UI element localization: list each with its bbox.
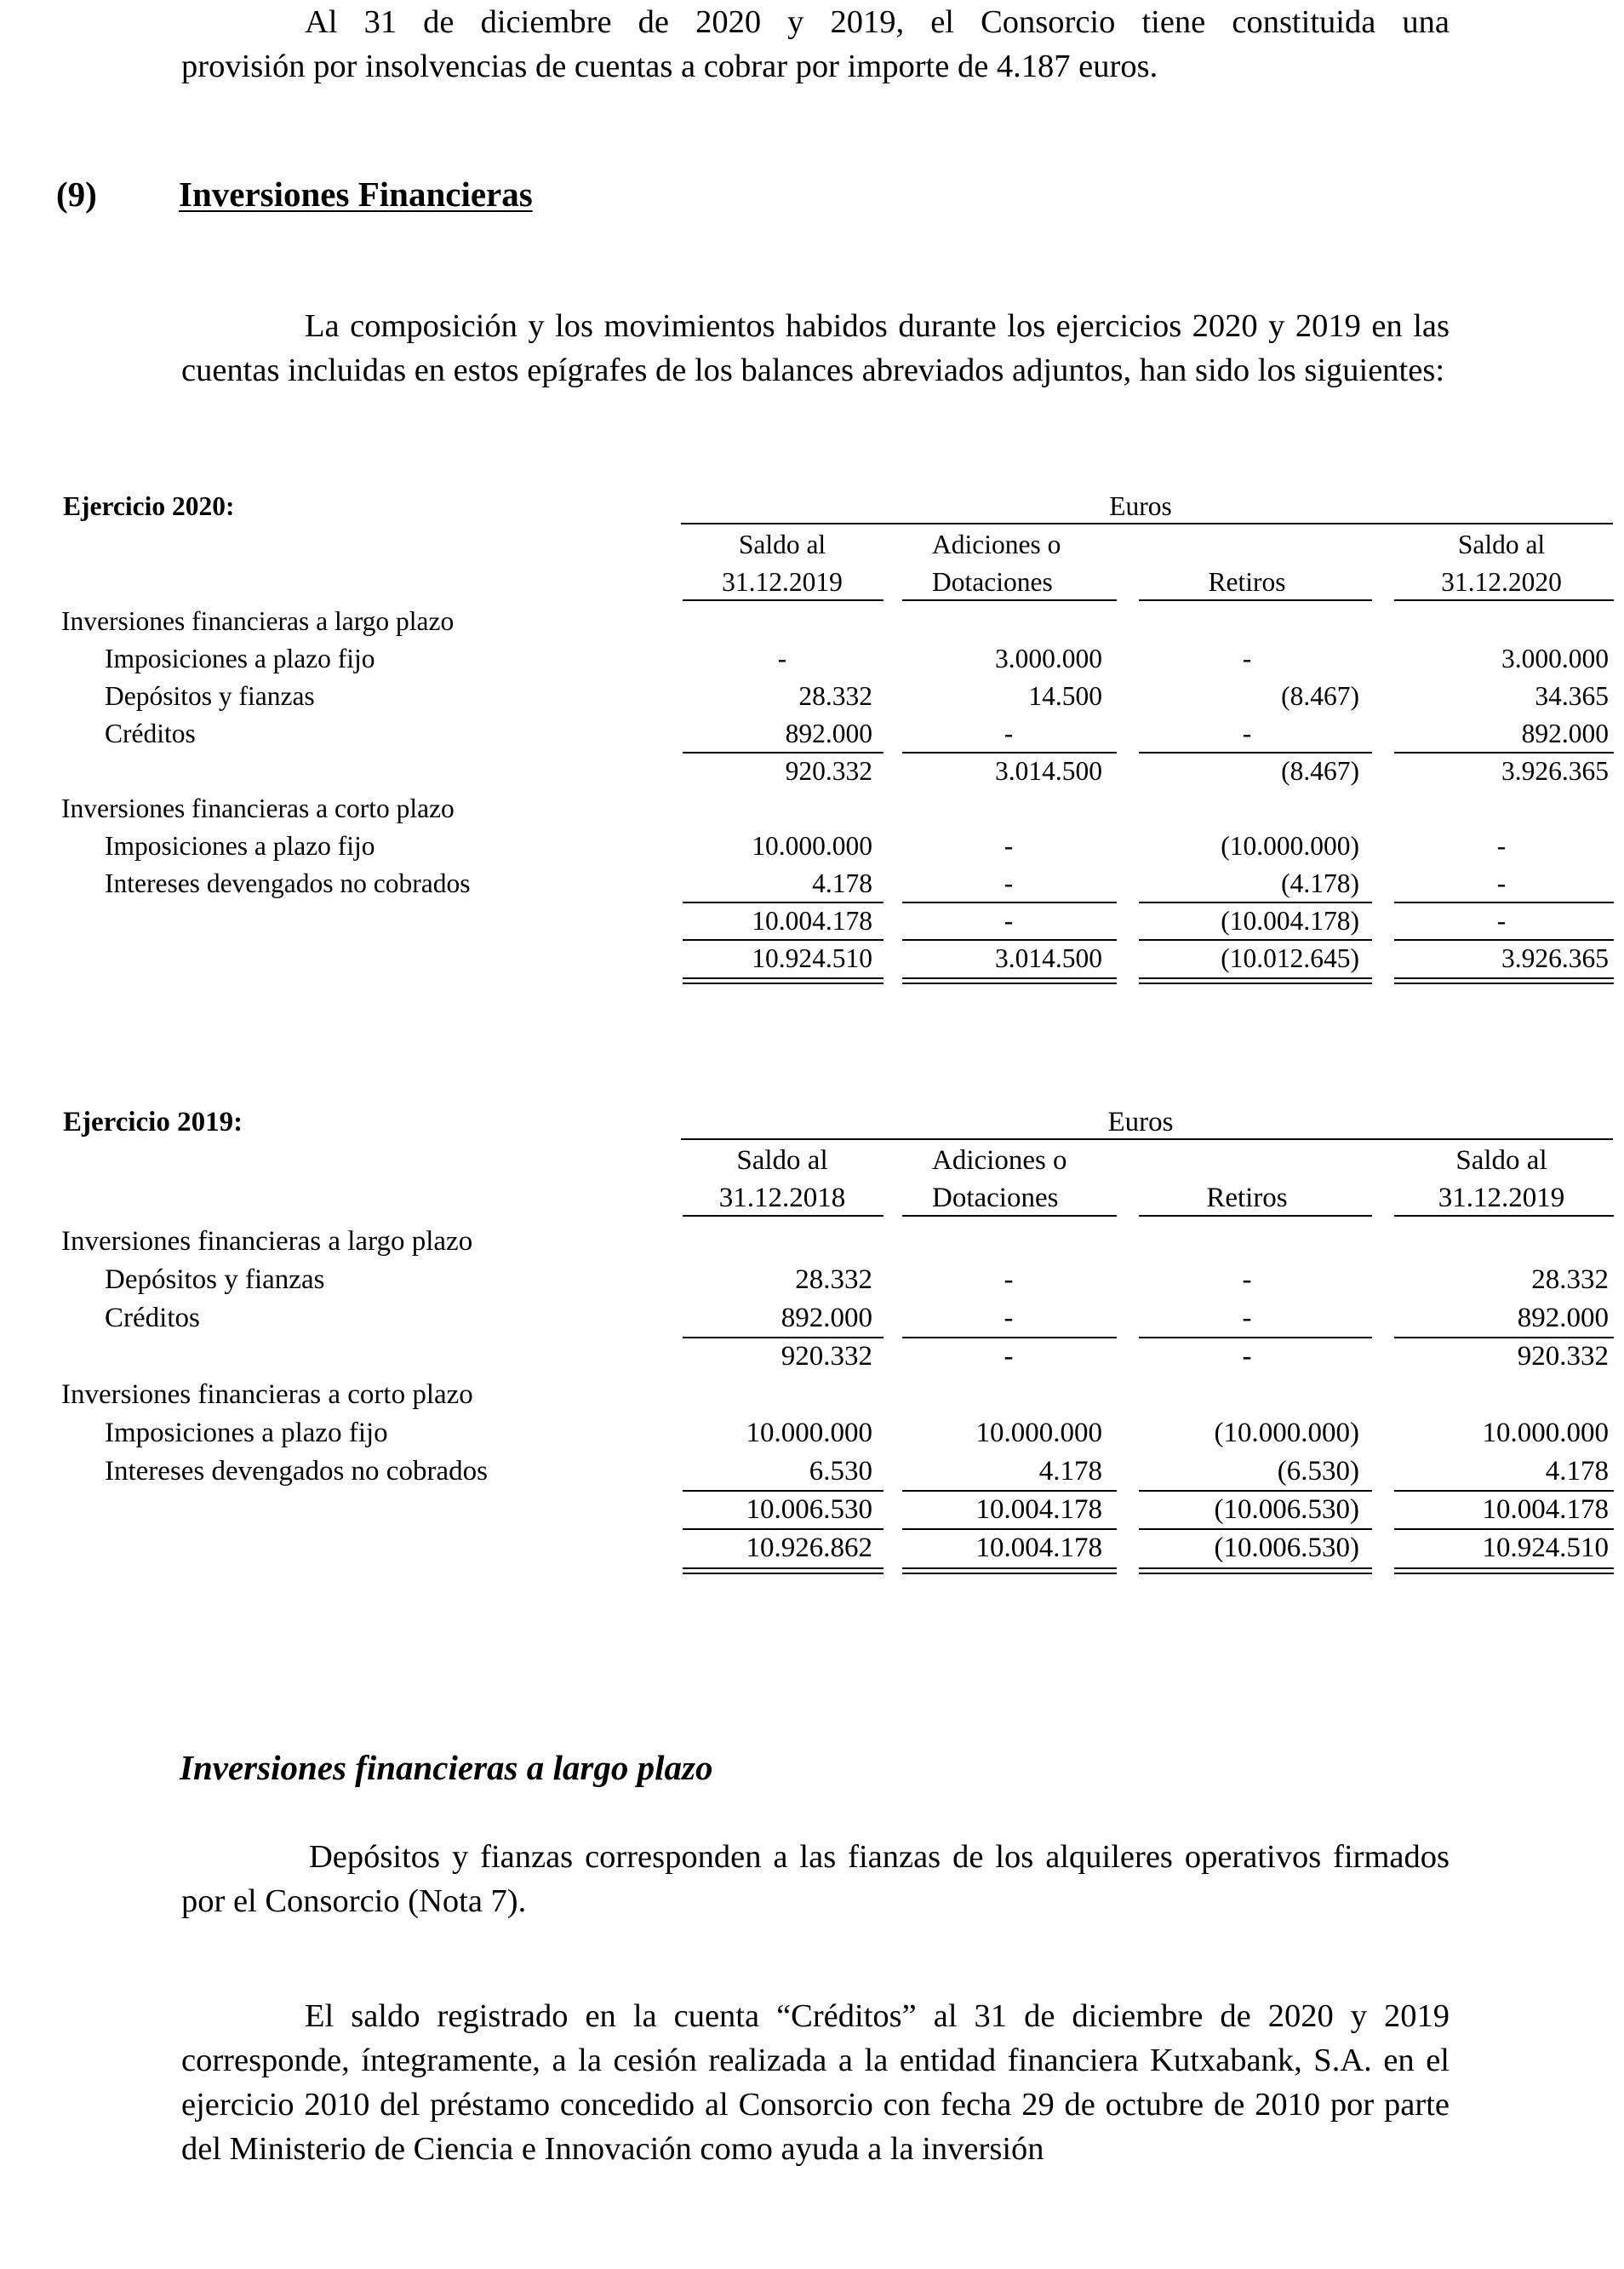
underline	[1394, 752, 1614, 753]
long-term-paragraph-1: Depósitos y fianzas corresponden a las fianzas de los alquileres operativos firmados por el Consorcio (Nota 7).	[181, 1839, 1450, 1919]
underline	[902, 939, 1117, 941]
subtotal-value: 10.006.530	[746, 1494, 872, 1525]
underline	[1139, 1490, 1372, 1492]
currency-rule	[681, 1138, 1613, 1140]
total-value: (10.012.645)	[1221, 943, 1359, 973]
underline	[1394, 599, 1614, 601]
row-label: Intereses devengados no cobrados	[105, 1456, 488, 1487]
subtotal-value: 10.004.178	[1482, 1494, 1609, 1525]
cell-value: 28.332	[798, 681, 872, 711]
underline	[1394, 1528, 1614, 1530]
column-header-top: Saldo al	[1457, 530, 1546, 559]
cell-value: (4.178)	[1281, 868, 1359, 898]
underline	[1139, 939, 1372, 941]
cell-value: (10.000.000)	[1214, 1418, 1359, 1448]
total-value: 10.924.510	[752, 943, 872, 973]
total-value: 3.926.365	[1501, 943, 1609, 973]
total-double-underline	[683, 977, 883, 984]
underline	[902, 1215, 1117, 1217]
column-header-bottom: 31.12.2018	[718, 1183, 846, 1213]
table-ejercicio-2020	[60, 485, 1609, 996]
group-title: Inversiones financieras a largo plazo	[61, 1226, 473, 1257]
subtotal-value: 10.004.178	[975, 1494, 1102, 1525]
cell-value: 10.000.000	[746, 1418, 872, 1448]
column-header-top: Adiciones o	[932, 530, 1061, 559]
row-label: Depósitos y fianzas	[105, 1264, 325, 1295]
subtotal-value: 3.014.500	[995, 756, 1102, 786]
cell-value: -	[1496, 868, 1507, 898]
column-header-top: Adiciones o	[932, 1145, 1067, 1176]
total-double-underline	[1394, 977, 1614, 984]
column-header-bottom: Retiros	[1206, 1183, 1288, 1213]
subtotal-value: -	[1496, 906, 1507, 936]
underline	[1394, 1215, 1614, 1217]
underline	[683, 1528, 883, 1530]
subtotal-value: 10.004.178	[752, 906, 872, 936]
table-year-label: Ejercicio 2019:	[63, 1107, 243, 1137]
underline	[1394, 939, 1614, 941]
cell-value: 10.000.000	[752, 831, 872, 861]
cell-value: 3.000.000	[1501, 644, 1609, 673]
cell-value: (6.530)	[1277, 1456, 1359, 1487]
cell-value: 892.000	[781, 1303, 872, 1333]
row-label: Créditos	[105, 1303, 200, 1333]
column-header-bottom: Retiros	[1208, 567, 1286, 597]
underline	[683, 902, 883, 903]
subtotal-value: (10.006.530)	[1214, 1494, 1359, 1525]
cell-value: 14.500	[1028, 681, 1102, 711]
underline	[1139, 902, 1372, 903]
column-header-top: Saldo al	[736, 1145, 828, 1176]
cell-value: -	[1004, 831, 1014, 861]
cell-value: (10.000.000)	[1221, 831, 1359, 861]
underline	[902, 1337, 1117, 1338]
underline	[902, 599, 1117, 601]
intro-paragraph	[181, 0, 1450, 89]
total-double-underline	[902, 1567, 1117, 1574]
subtotal-value: -	[1004, 1341, 1014, 1372]
intro-line-2: provisión por insolvencias de cuentas a cobrar por importe de 4.187 euros.	[181, 49, 1158, 84]
cell-value: -	[1242, 719, 1252, 748]
total-double-underline	[902, 977, 1117, 984]
underline	[902, 902, 1117, 903]
underline	[683, 939, 883, 941]
row-label: Intereses devengados no cobrados	[105, 868, 471, 898]
subtotal-value: 920.332	[781, 1341, 872, 1372]
group-title: Inversiones financieras a corto plazo	[61, 794, 455, 823]
underline	[1394, 1490, 1614, 1492]
cell-value: -	[1004, 1303, 1014, 1333]
cell-value: 28.332	[1531, 1264, 1609, 1295]
currency-rule	[681, 523, 1613, 524]
column-header-bottom: 31.12.2020	[1441, 567, 1562, 597]
subtotal-value: (8.467)	[1281, 756, 1359, 786]
cell-value: -	[777, 644, 787, 673]
subtotal-value: 3.926.365	[1501, 756, 1609, 786]
underline	[1139, 752, 1372, 753]
cell-value: 4.178	[812, 868, 872, 898]
column-header-bottom: 31.12.2019	[1438, 1183, 1565, 1213]
cell-value: 28.332	[795, 1264, 872, 1295]
total-double-underline	[1139, 1567, 1372, 1574]
underline	[1394, 902, 1614, 903]
total-double-underline	[1139, 977, 1372, 984]
column-header-bottom: Dotaciones	[932, 1183, 1059, 1213]
underline	[683, 1337, 883, 1338]
total-value: 10.004.178	[975, 1533, 1102, 1563]
row-label: Imposiciones a plazo fijo	[105, 831, 375, 861]
cell-value: 892.000	[785, 719, 872, 748]
underline	[902, 752, 1117, 753]
cell-value: 34.365	[1535, 681, 1609, 711]
cell-value: 10.000.000	[1482, 1418, 1609, 1448]
cell-value: -	[1242, 1303, 1252, 1333]
cell-value: -	[1496, 831, 1507, 861]
subtotal-value: (10.004.178)	[1221, 906, 1359, 936]
section-number: (9)	[56, 175, 97, 214]
total-value: 10.924.510	[1482, 1533, 1609, 1563]
cell-value: 892.000	[1517, 1303, 1609, 1333]
cell-value: -	[1004, 1264, 1014, 1295]
total-double-underline	[1394, 1567, 1614, 1574]
column-header-bottom: 31.12.2019	[722, 567, 843, 597]
underline	[683, 599, 883, 601]
underline	[902, 1528, 1117, 1530]
underline	[683, 1490, 883, 1492]
row-label: Imposiciones a plazo fijo	[105, 644, 375, 673]
cell-value: -	[1004, 719, 1014, 748]
cell-value: 6.530	[809, 1456, 872, 1487]
column-header-top: Saldo al	[738, 530, 826, 559]
total-value: (10.006.530)	[1214, 1533, 1359, 1563]
subtotal-value: 920.332	[785, 756, 872, 786]
currency-label: Euros	[1109, 491, 1172, 521]
column-header-top: Saldo al	[1455, 1145, 1547, 1176]
group-title: Inversiones financieras a corto plazo	[61, 1379, 473, 1410]
row-label: Depósitos y fianzas	[105, 681, 315, 711]
column-header-bottom: Dotaciones	[932, 567, 1053, 597]
subtotal-value: 920.332	[1517, 1341, 1609, 1372]
cell-value: 10.000.000	[975, 1418, 1102, 1448]
cell-value: 892.000	[1521, 719, 1609, 748]
table-ejercicio-2019	[60, 1101, 1609, 1612]
cell-value: 4.178	[1545, 1456, 1609, 1487]
underline	[902, 1490, 1117, 1492]
underline	[683, 752, 883, 753]
table-year-label: Ejercicio 2020:	[63, 491, 235, 521]
row-label: Imposiciones a plazo fijo	[105, 1418, 388, 1448]
long-term-heading: Inversiones financieras a largo plazo	[180, 1748, 713, 1787]
group-title: Inversiones financieras a largo plazo	[61, 606, 455, 636]
cell-value: 4.178	[1038, 1456, 1102, 1487]
cell-value: -	[1242, 644, 1252, 673]
currency-label: Euros	[1107, 1107, 1174, 1137]
cell-value: 3.000.000	[995, 644, 1102, 673]
underline	[683, 1215, 883, 1217]
underline	[1139, 1337, 1372, 1338]
underline	[1394, 1337, 1614, 1338]
total-value: 10.926.862	[746, 1533, 872, 1563]
row-label: Créditos	[105, 719, 196, 748]
composition-paragraph: La composición y los movimientos habidos durante los ejercicios 2020 y 2019 en las cuentas incluidas en estos epígrafes de los balances abreviados adjuntos, han sido los siguientes:	[181, 308, 1450, 388]
underline	[1139, 1215, 1372, 1217]
subtotal-value: -	[1004, 906, 1014, 936]
subtotal-value: -	[1242, 1341, 1252, 1372]
long-term-paragraph-2: El saldo registrado en la cuenta “Créditos” al 31 de diciembre de 2020 y 2019 corresponde, íntegramente, a la cesión realizada a la entidad financiera Kutxabank, S.A. en el ejercicio 2010 del préstamo concedido al Consorcio con fecha 29 de octubre de 2010 por parte del Ministerio de Ciencia e Innovación como ayuda a la inversión	[181, 1998, 1450, 2167]
intro-line-1: Al 31 de diciembre de 2020 y 2019, el Consorcio tiene constituida una	[305, 4, 1450, 40]
total-double-underline	[683, 1567, 883, 1574]
cell-value: -	[1242, 1264, 1252, 1295]
cell-value: -	[1004, 868, 1014, 898]
underline	[1139, 1528, 1372, 1530]
underline	[1139, 599, 1372, 601]
total-value: 3.014.500	[995, 943, 1102, 973]
cell-value: (8.467)	[1281, 681, 1359, 711]
section-title: Inversiones Financieras	[179, 175, 533, 214]
